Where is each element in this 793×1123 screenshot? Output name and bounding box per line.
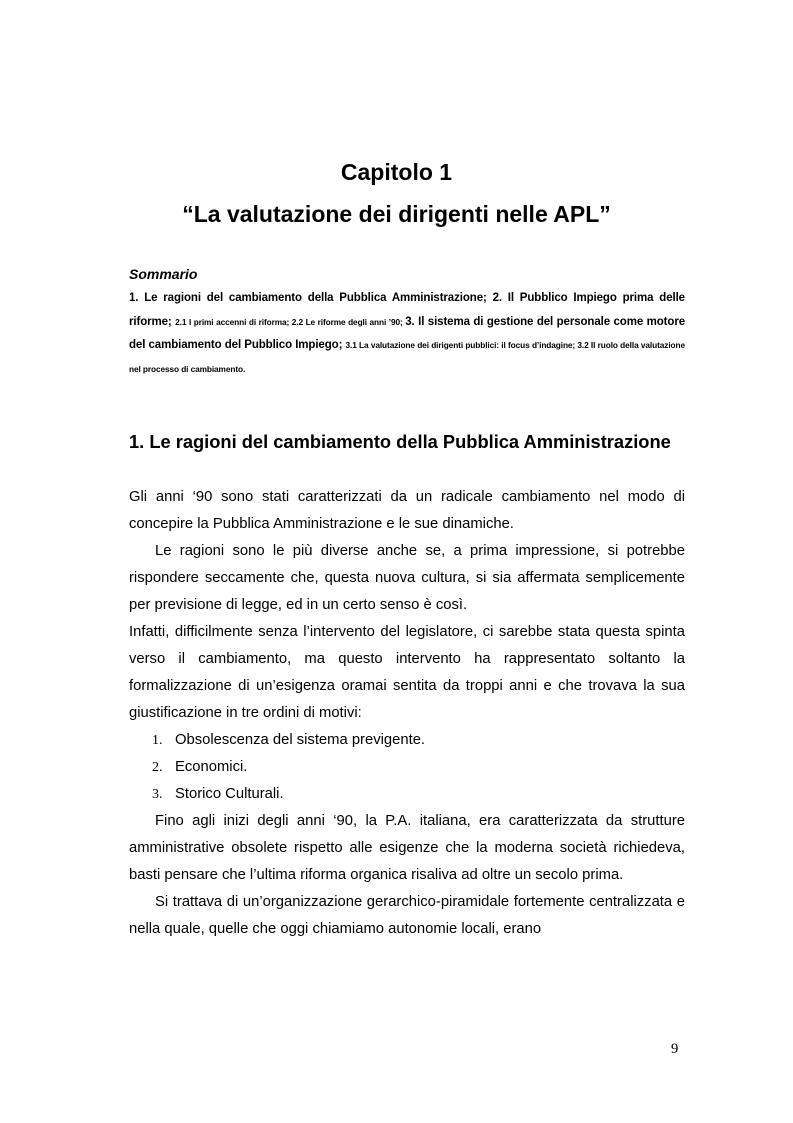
list-item-text: Obsolescenza del sistema previgente. <box>175 732 426 748</box>
summary-item: 3. Il sistema di gestione del personale come motore del cambiamento del Pubblico Impiego; <box>129 315 685 351</box>
section-heading: 1. Le ragioni del cambiamento della Pubblica Amministrazione <box>129 431 671 452</box>
summary-item: 1. Le ragioni del cambiamento della Pubblica Amministrazione; <box>129 292 493 304</box>
list-item-text: Economici. <box>175 759 248 775</box>
paragraph: Le ragioni sono le più diverse anche se, a prima impressione, si potrebbe rispondere seccamente che, questa nuova cultura, si sia affermata semplicemente per previsione di legge, ed in un certo senso è così. <box>129 543 685 613</box>
paragraph: Infatti, difficilmente senza l’intervento del legislatore, ci sarebbe stata questa spinta verso il cambiamento, ma questo intervento ha rappresentato soltanto la formalizzazione di un’esigenza oramai sentita da troppi anni e che trovava la sua giustificazione in tre ordini di motivi: <box>129 624 685 721</box>
summary-text <box>129 287 685 381</box>
list-item <box>129 727 685 754</box>
list-item <box>129 781 685 808</box>
summary-item: 2.1 I primi accenni di riforma; 2.2 Le riforme degli anni ’90; <box>175 316 406 327</box>
summary-item: 3.1 La valutazione dei dirigenti pubblici: il focus d’indagine; 3.2 Il ruolo della valutazione nel processo di cambiamento. <box>129 340 685 374</box>
motives-list <box>129 727 685 808</box>
list-item-text: Storico Culturali. <box>175 786 284 802</box>
paragraph: Fino agli inizi degli anni ‘90, la P.A. italiana, era caratterizzata da strutture amministrative obsolete rispetto alle esigenze che la moderna società richiedeva, basti pensare che l’ultima riforma organica risaliva ad oltre un secolo prima. <box>129 813 685 883</box>
summary-item: 2. Il Pubblico Impiego prima delle riforme; <box>129 292 685 328</box>
list-number: 3. <box>152 787 163 802</box>
list-number: 1. <box>152 733 163 748</box>
chapter-label: Capitolo 1 <box>340 159 453 185</box>
summary-heading: Sommario <box>129 266 198 282</box>
chapter-title: “La valutazione dei dirigenti nelle APL” <box>182 201 611 227</box>
list-item <box>129 754 685 781</box>
body-text <box>129 484 685 943</box>
paragraph: Si trattava di un’organizzazione gerarchico-piramidale fortemente centralizzata e nella quale, quelle che oggi chiamiamo autonomie locali, erano <box>129 894 685 937</box>
summary-block <box>129 264 685 381</box>
list-number: 2. <box>152 760 163 775</box>
paragraph: Gli anni ‘90 sono stati caratterizzati da un radicale cambiamento nel modo di concepire la Pubblica Amministrazione e le sue dinamiche. <box>129 489 685 532</box>
page-number: 9 <box>671 1041 679 1057</box>
